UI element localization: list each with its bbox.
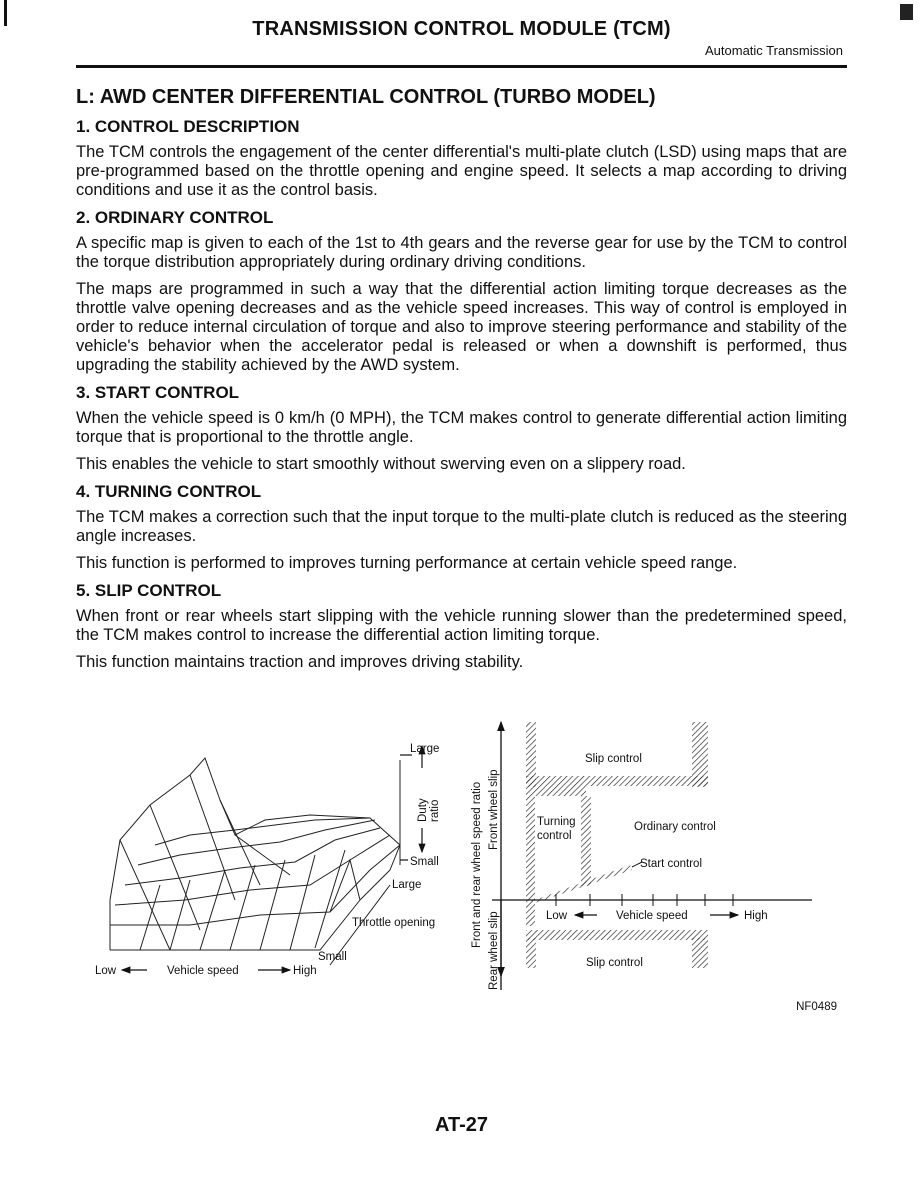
label-control: control: [537, 830, 572, 842]
label-front-wheel-slip: Front wheel slip: [488, 769, 500, 850]
main-content: [76, 86, 847, 680]
heading-start-control: 3. START CONTROL: [76, 383, 240, 402]
label-ratio: ratio: [429, 799, 441, 822]
header-rule: [76, 65, 847, 68]
paragraph: This function maintains traction and improves driving stability.: [76, 653, 524, 671]
label-throttle-opening: Throttle opening: [352, 917, 436, 929]
label-vehicle-speed-left: Vehicle speed: [167, 965, 239, 977]
heading-control-description: 1. CONTROL DESCRIPTION: [76, 117, 300, 136]
duty-ratio-surface: [110, 758, 400, 965]
heading-slip-control: 5. SLIP CONTROL: [76, 581, 222, 600]
label-slip-control-top: Slip control: [585, 753, 642, 765]
label-large-throttle: Large: [392, 879, 422, 891]
label-high-left: High: [293, 965, 317, 977]
label-large-top: Large: [410, 743, 440, 755]
label-small-throttle: Small: [318, 951, 347, 963]
diagram-svg: [60, 700, 850, 1030]
paragraph: When the vehicle speed is 0 km/h (0 MPH), the TCM makes control to generate differential action limiting torque that is proportional to the throttle angle.: [76, 409, 847, 446]
label-high-right: High: [744, 910, 768, 922]
header-title: TRANSMISSION CONTROL MODULE (TCM): [252, 18, 671, 40]
label-small-top: Small: [410, 856, 439, 868]
section-title: L: AWD CENTER DIFFERENTIAL CONTROL (TURBO MODEL): [76, 86, 656, 108]
paragraph: The TCM makes a correction such that the input torque to the multi-plate clutch is reduced as the steering angle increases.: [76, 508, 848, 545]
paragraph: This enables the vehicle to start smoothly without swerving even on a slippery road.: [76, 455, 686, 473]
paragraph: When front or rear wheels start slipping with the vehicle running slower than the predetermined speed, the TCM makes control to increase the differential action limiting torque.: [76, 607, 847, 644]
control-map: [492, 722, 812, 990]
page-number: AT-27: [435, 1114, 488, 1136]
label-vehicle-speed-right: Vehicle speed: [616, 910, 688, 922]
label-y-axis: Front and rear wheel speed ratio: [471, 781, 483, 948]
paragraph: This function is performed to improves turning performance at certain vehicle speed range.: [76, 554, 738, 572]
label-low-right: Low: [546, 910, 568, 922]
paragraph: The maps are programmed in such a way that the differential action limiting torque decreases as the throttle valve opening decreases and as the vehicle speed increases. This way of control is employed in order to reduce internal circulation of torque and also to improve steering performance and stability of the vehicle's behavior when the accelerator pedal is released or when a downshift is performed, thus upgrading the stability achieved by the AWD system.: [76, 280, 847, 374]
label-low-left: Low: [95, 965, 117, 977]
label-duty: Duty: [417, 798, 429, 822]
heading-turning-control: 4. TURNING CONTROL: [76, 482, 262, 501]
figure-code: NF0489: [796, 1001, 837, 1013]
control-diagram: [60, 700, 850, 1030]
paragraph: A specific map is given to each of the 1st to 4th gears and the reverse gear for use by the TCM to control the torque distribution appropriately during ordinary driving conditions.: [76, 234, 847, 271]
label-ordinary-control: Ordinary control: [634, 821, 716, 833]
heading-ordinary-control: 2. ORDINARY CONTROL: [76, 208, 274, 227]
header-subtitle: Automatic Transmission: [705, 43, 843, 58]
label-turning: Turning: [537, 816, 576, 828]
label-slip-control-bottom: Slip control: [586, 957, 643, 969]
label-start-control: Start control: [640, 858, 702, 870]
paragraph: The TCM controls the engagement of the center differential's multi-plate clutch (LSD) using maps that are pre-programmed based on the throttle opening and engine speed. It selects a map according to driving conditions and use it as the control basis.: [76, 143, 847, 199]
label-rear-wheel-slip: Rear wheel slip: [488, 911, 500, 990]
